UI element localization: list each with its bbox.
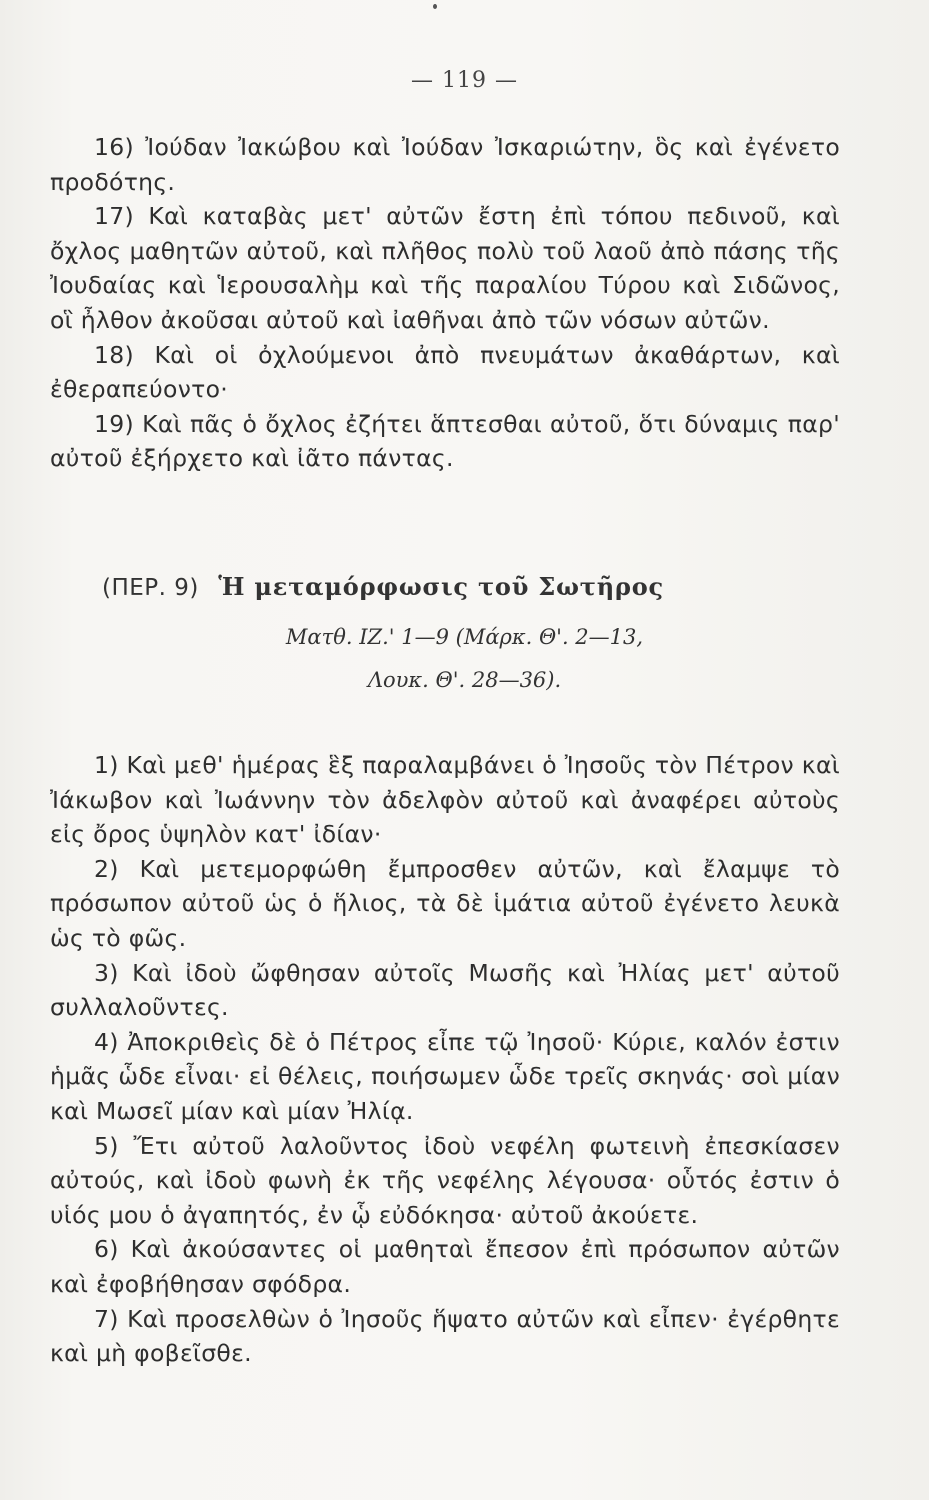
verse-6: 6) Καὶ ἀκούσαντες οἱ μαθηταὶ ἔπεσον ἐπὶ πρόσωπον αὐτῶν καὶ ἐφοβήθησαν σφόδρα. [50, 1235, 840, 1298]
verse-5: 5) Ἔτι αὐτοῦ λαλοῦντος ἰδοὺ νεφέλη φωτεινὴ ἐπεσκίασεν αὐτούς, καὶ ἰδοὺ φωνὴ ἐκ τῆς νεφέλης λέγουσα· οὗτός ἐστιν ὁ υἱός μου ὁ ἀγαπητός, ἐν ᾧ εὐδόκησα· αὐτοῦ ἀκούετε. [50, 1131, 840, 1229]
verse-17: 17) Καὶ καταβὰς μετ' αὐτῶν ἔστη ἐπὶ τόπου πεδινοῦ, καὶ ὄχλος μαθητῶν αὐτοῦ, καὶ πλῆθος πολὺ τοῦ λαοῦ ἀπὸ πάσης τῆς Ἰουδαίας καὶ Ἱερουσαλὴμ καὶ τῆς παραλίου Τύρου καὶ Σιδῶνος, οἳ ἦλθον ἀκοῦσαι αὐτοῦ καὶ ἰαθῆναι ἀπὸ τῶν νόσων αὐτῶν. [50, 202, 840, 334]
verse-4: 4) Ἀποκριθεὶς δὲ ὁ Πέτρος εἶπε τῷ Ἰησοῦ· Κύριε, καλόν ἐστιν ἡμᾶς ὧδε εἶναι· εἰ θέλεις, ποιήσωμεν ὧδε τρεῖς σκηνάς· σοὶ μίαν καὶ Μωσεῖ μίαν καὶ μίαν Ἠλίᾳ. [50, 1027, 840, 1125]
verse-19: 19) Καὶ πᾶς ὁ ὄχλος ἐζήτει ἅπτεσθαι αὐτοῦ, ὅτι δύναμις παρ' αὐτοῦ ἐξήρχετο καὶ ἰᾶτο πάντας. [50, 409, 840, 473]
verse-1: 1) Καὶ μεθ' ἡμέρας ἓξ παραλαμβάνει ὁ Ἰησοῦς τὸν Πέτρον καὶ Ἰάκωβον καὶ Ἰωάννην τὸν ἀδελφὸν αὐτοῦ καὶ ἀναφέρει αὐτοὺς εἰς ὄρος ὑψηλὸν κατ' ἰδίαν· [50, 751, 840, 849]
verse-18: 18) Καὶ οἱ ὀχλούμενοι ἀπὸ πνευμάτων ἀκαθάρτων, καὶ ἐθεραπεύοντο· [50, 340, 840, 404]
ink-speck [433, 4, 437, 9]
scripture-reference-line-2: Λουκ. Θ'. 28—36). [367, 668, 562, 692]
verse-16: 16) Ἰούδαν Ἰακώβου καὶ Ἰούδαν Ἰσκαριώτην, ὃς καὶ ἐγένετο προδότης. [50, 133, 840, 196]
section-label: (ΠΕΡ. 9) [102, 575, 199, 601]
section-title: Ἡ μεταμόρφωσις τοῦ Σωτῆρος [218, 572, 664, 601]
verse-3: 3) Καὶ ἰδοὺ ὤφθησαν αὐτοῖς Μωσῆς καὶ Ἠλίας μετ' αὐτοῦ συλλαλοῦντες. [50, 958, 840, 1022]
scripture-reference-line-1: Ματθ. ΙΖ.' 1—9 (Μάρκ. Θ'. 2—13, [285, 625, 644, 649]
verses-bottom [50, 748, 840, 1371]
section-heading [102, 572, 862, 601]
verse-7: 7) Καὶ προσελθὼν ὁ Ἰησοῦς ἥψατο αὐτῶν καὶ εἶπεν· ἐγέρθητε καὶ μὴ φοβεῖσθε. [50, 1304, 840, 1368]
page-number: — 119 — [411, 68, 518, 93]
verses-top [50, 130, 840, 476]
verse-2: 2) Καὶ μετεμορφώθη ἔμπροσθεν αὐτῶν, καὶ ἔλαμψε τὸ πρόσωπον αὐτοῦ ὡς ὁ ἥλιος, τὰ δὲ ἱμάτια αὐτοῦ ἐγένετο λευκὰ ὡς τὸ φῶς. [50, 854, 840, 952]
